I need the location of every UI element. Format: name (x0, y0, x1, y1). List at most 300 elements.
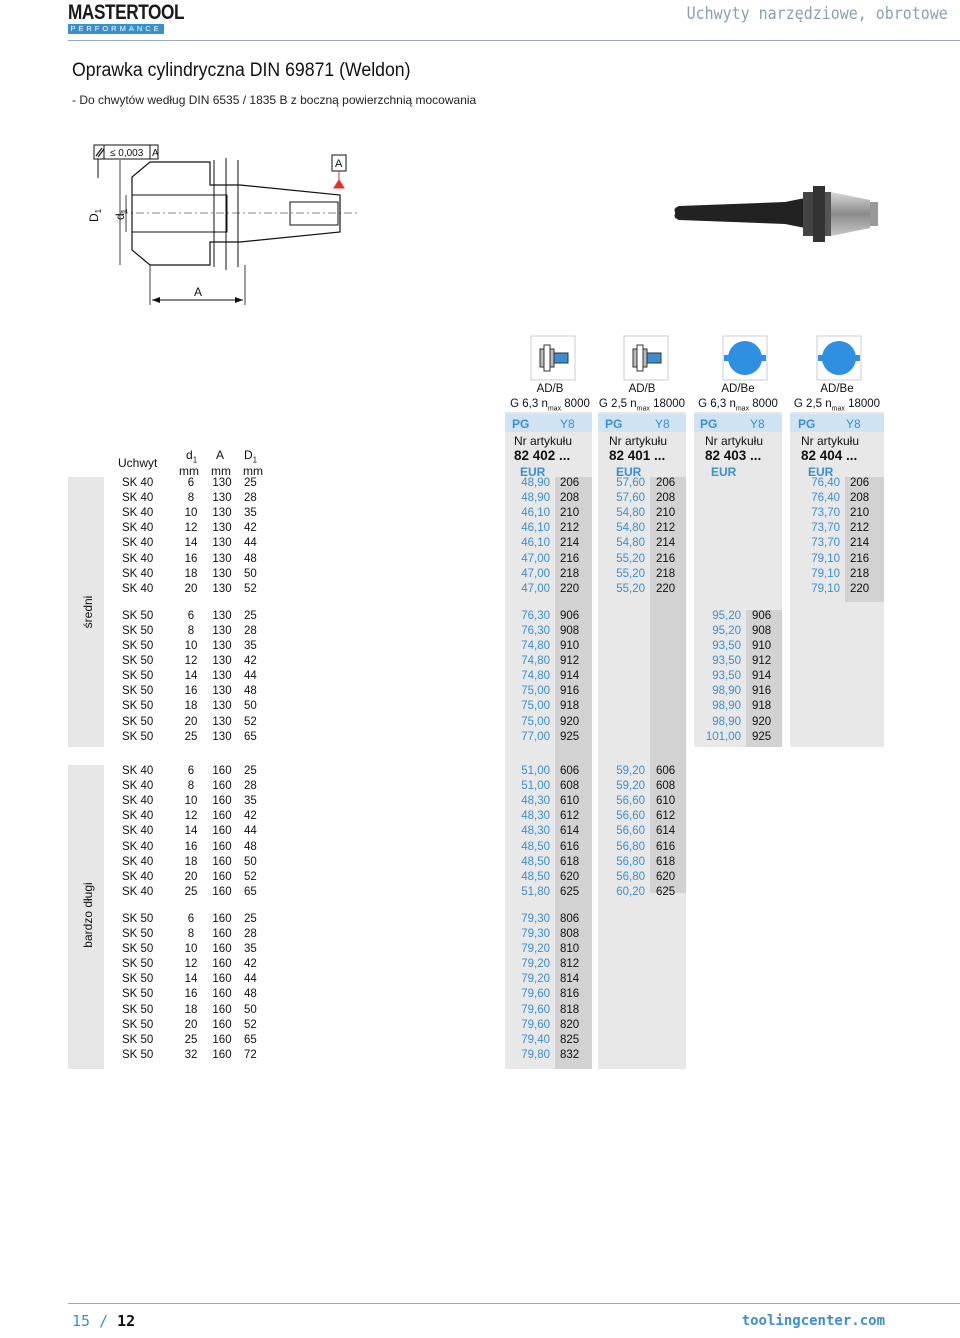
table-row (0, 958, 960, 973)
cell-uchwyt: SK 50 (122, 715, 154, 728)
cell-price: 54,80 (616, 507, 645, 520)
cell-d1: 14 (184, 825, 198, 838)
cell-code: 816 (560, 988, 580, 1001)
table-row (0, 913, 960, 928)
cell-uchwyt: SK 50 (122, 973, 154, 986)
cell-price: 47,00 (521, 552, 550, 565)
cell-a: 160 (212, 765, 232, 777)
cell-D1: 28 (244, 780, 257, 793)
cell-D1: 50 (244, 567, 257, 580)
cell-price: 76,30 (521, 624, 550, 637)
col-type-3: AD/Be (721, 383, 755, 395)
cell-D1: 50 (244, 700, 257, 713)
cell-D1: 52 (244, 715, 257, 728)
table-row (0, 522, 960, 537)
cell-D1: 48 (244, 552, 257, 565)
cell-price: 46,10 (521, 522, 550, 535)
cell-uchwyt: SK 40 (122, 780, 154, 793)
weldon-holder-icon (623, 335, 669, 381)
cell-price: 75,00 (521, 700, 550, 713)
table-row (0, 1049, 960, 1064)
cell-code: 214 (560, 537, 580, 550)
cell-code: 216 (560, 552, 580, 565)
cell-price: 79,60 (521, 1018, 550, 1031)
cell-code: 216 (656, 552, 676, 565)
cell-d1: 12 (184, 810, 198, 823)
table-row (0, 568, 960, 583)
cell-d1: 6 (187, 609, 195, 622)
cell-uchwyt: SK 50 (122, 609, 154, 622)
cell-d1: 8 (187, 928, 195, 940)
cell-price: 48,50 (521, 840, 550, 853)
cell-D1: 42 (244, 810, 257, 823)
cell-uchwyt: SK 40 (122, 870, 154, 883)
cell-uchwyt: SK 40 (122, 810, 154, 823)
cell-uchwyt: SK 40 (122, 492, 154, 505)
cell-price: 76,40 (811, 477, 840, 489)
cell-code: 206 (850, 477, 870, 489)
cell-uchwyt: SK 40 (122, 855, 154, 868)
cell-code: 620 (560, 870, 580, 883)
cell-price: 47,00 (521, 582, 550, 595)
cell-price: 74,80 (521, 670, 550, 683)
col-speed-2: G 2,5 $n_{max}$ 18000 (598, 398, 686, 413)
col-type-1: AD/B (536, 383, 564, 395)
cell-D1: 65 (244, 730, 257, 743)
cell-price: 79,60 (521, 1003, 550, 1016)
cell-code: 206 (560, 477, 580, 489)
cell-price: 79,20 (521, 943, 550, 956)
brand-name: MASTERTOOL (68, 1, 185, 24)
cell-uchwyt: SK 40 (122, 507, 154, 520)
cell-code: 612 (560, 810, 580, 823)
nr-artykulu-label: Nr artykułu (801, 434, 860, 448)
cell-price: 74,80 (521, 640, 550, 652)
cell-price: 79,10 (811, 582, 840, 595)
cell-d1: 16 (184, 840, 198, 853)
cell-code: 218 (560, 567, 580, 580)
y8-label: Y8 (655, 417, 670, 431)
cell-price: 93,50 (712, 640, 741, 652)
cell-price: 56,80 (616, 840, 645, 853)
cell-code: 214 (656, 537, 676, 550)
eur-label: EUR (808, 465, 834, 479)
cell-D1: 44 (244, 825, 257, 838)
cell-price: 47,00 (521, 567, 550, 580)
cell-price: 55,20 (616, 552, 645, 565)
table-row (0, 1019, 960, 1034)
cell-uchwyt: SK 50 (122, 655, 154, 668)
cell-a: 130 (212, 655, 232, 668)
cell-code: 810 (560, 943, 580, 956)
col-speed-4: G 2,5 $n_{max}$ 18000 (793, 398, 881, 413)
cell-price: 98,90 (712, 685, 741, 698)
cell-code: 925 (560, 730, 580, 743)
table-row (0, 731, 960, 746)
datum-label: A (335, 158, 343, 170)
table-row (0, 810, 960, 825)
cell-price: 98,90 (712, 715, 741, 728)
cell-price: 93,50 (712, 655, 741, 668)
cell-code: 910 (752, 640, 772, 652)
cell-code: 616 (560, 840, 580, 853)
cell-a: 130 (212, 537, 232, 550)
cell-D1: 25 (244, 765, 257, 777)
pg-label: PG (605, 417, 623, 431)
cell-a: 130 (212, 715, 232, 728)
cell-a: 160 (212, 912, 232, 925)
eur-label: EUR (711, 465, 737, 479)
cell-a: 160 (212, 958, 232, 971)
cell-uchwyt: SK 50 (122, 958, 154, 971)
cell-code: 908 (752, 624, 772, 637)
cell-code: 210 (560, 507, 580, 520)
cell-code: 814 (560, 973, 580, 986)
cell-code: 212 (656, 522, 676, 535)
cell-price: 60,20 (616, 885, 645, 898)
cell-price: 46,10 (521, 537, 550, 550)
cell-code: 920 (752, 715, 772, 728)
col-type-4: AD/Be (820, 383, 854, 395)
cell-a: 130 (212, 730, 232, 743)
cell-D1: 52 (244, 582, 257, 595)
cell-price: 55,20 (616, 567, 645, 580)
cell-uchwyt: SK 50 (122, 988, 154, 1001)
nr-artykulu-label: Nr artykułu (514, 434, 573, 448)
cell-code: 620 (656, 870, 676, 883)
footer-divider (68, 1303, 960, 1304)
unit-mm: mm (179, 464, 199, 478)
cell-a: 130 (212, 582, 232, 595)
cell-uchwyt: SK 50 (122, 685, 154, 698)
cell-a: 160 (212, 1033, 232, 1046)
cell-d1: 6 (187, 912, 195, 925)
cell-D1: 35 (244, 943, 257, 956)
label-d1: $d_1$ (113, 208, 129, 220)
cell-price: 48,90 (521, 492, 550, 505)
cell-code: 625 (656, 885, 676, 898)
cell-D1: 25 (244, 477, 257, 489)
cell-uchwyt: SK 50 (122, 640, 154, 652)
eur-label: EUR (520, 465, 546, 479)
table-row (0, 856, 960, 871)
cell-code: 608 (656, 780, 676, 793)
cell-d1: 25 (184, 1033, 198, 1046)
cell-a: 160 (212, 1018, 232, 1031)
cell-code: 916 (560, 685, 580, 698)
blue-disc-icon (722, 335, 768, 381)
cell-d1: 14 (184, 670, 198, 683)
table-row (0, 670, 960, 685)
cell-uchwyt: SK 40 (122, 765, 154, 777)
section-title: Uchwyty narzędziowe, obrotowe (686, 4, 948, 24)
header-d1: $d_1$ (186, 448, 198, 465)
tolerance-datum: A (152, 148, 159, 159)
col-speed-1: G 6,3 $n_{max}$ 8000 (510, 398, 590, 413)
table-row (0, 1004, 960, 1019)
site-url[interactable]: toolingcenter.com (741, 1313, 885, 1329)
cell-d1: 18 (184, 700, 198, 713)
cell-a: 160 (212, 825, 232, 838)
cell-a: 160 (212, 928, 232, 940)
cell-uchwyt: SK 40 (122, 567, 154, 580)
cell-code: 908 (560, 624, 580, 637)
cell-a: 160 (212, 1048, 232, 1061)
cell-D1: 44 (244, 537, 257, 550)
cell-code: 220 (560, 582, 580, 595)
cell-price: 79,80 (521, 1048, 550, 1061)
cell-price: 79,40 (521, 1033, 550, 1046)
cell-D1: 35 (244, 795, 257, 808)
table-row (0, 655, 960, 670)
cell-uchwyt: SK 50 (122, 1048, 154, 1061)
cell-price: 54,80 (616, 537, 645, 550)
table-row (0, 780, 960, 795)
cell-D1: 35 (244, 640, 257, 652)
cell-D1: 42 (244, 522, 257, 535)
cell-code: 906 (752, 609, 772, 622)
cell-a: 130 (212, 522, 232, 535)
cell-code: 210 (656, 507, 676, 520)
cell-a: 160 (212, 973, 232, 986)
cell-uchwyt: SK 40 (122, 840, 154, 853)
cell-a: 160 (212, 810, 232, 823)
cell-uchwyt: SK 40 (122, 552, 154, 565)
cell-price: 59,20 (616, 765, 645, 777)
pg-label: PG (700, 417, 718, 431)
table-row (0, 492, 960, 507)
cell-price: 51,00 (521, 765, 550, 777)
cell-price: 93,50 (712, 670, 741, 683)
cell-a: 130 (212, 685, 232, 698)
table-row (0, 825, 960, 840)
table-row (0, 685, 960, 700)
cell-price: 56,60 (616, 795, 645, 808)
brand-tagline: PERFORMANCE (68, 24, 164, 34)
cell-price: 73,70 (811, 522, 840, 535)
cell-code: 914 (752, 670, 772, 683)
table-row (0, 610, 960, 625)
cell-price: 73,70 (811, 507, 840, 520)
table-row (0, 583, 960, 598)
cell-uchwyt: SK 50 (122, 1003, 154, 1016)
cell-d1: 20 (184, 582, 198, 595)
cell-price: 51,80 (521, 885, 550, 898)
cell-d1: 8 (187, 780, 195, 793)
cell-D1: 72 (244, 1048, 257, 1061)
table-row (0, 1034, 960, 1049)
cell-a: 130 (212, 670, 232, 683)
cell-d1: 12 (184, 958, 198, 971)
cell-d1: 14 (184, 973, 198, 986)
cell-code: 618 (656, 855, 676, 868)
cell-price: 54,80 (616, 522, 645, 535)
cell-code: 914 (560, 670, 580, 683)
cell-price: 55,20 (616, 582, 645, 595)
cell-code: 906 (560, 609, 580, 622)
cell-code: 212 (850, 522, 870, 535)
cell-a: 130 (212, 477, 232, 489)
cell-price: 57,60 (616, 492, 645, 505)
cell-code: 920 (560, 715, 580, 728)
cell-d1: 8 (187, 492, 195, 505)
table-row (0, 477, 960, 492)
table-row (0, 841, 960, 856)
unit-mm: mm (211, 464, 231, 478)
cell-price: 48,30 (521, 795, 550, 808)
cell-d1: 10 (184, 640, 198, 652)
cell-a: 160 (212, 780, 232, 793)
cell-price: 95,20 (712, 624, 741, 637)
cell-price: 75,00 (521, 685, 550, 698)
cell-price: 79,60 (521, 988, 550, 1001)
pg-labels (0, 416, 960, 431)
cell-code: 220 (850, 582, 870, 595)
cell-code: 616 (656, 840, 676, 853)
cell-d1: 10 (184, 943, 198, 956)
cell-price: 79,10 (811, 552, 840, 565)
table-row (0, 507, 960, 522)
header-D1: $D_1$ (244, 448, 258, 465)
cell-uchwyt: SK 40 (122, 537, 154, 550)
cell-price: 48,50 (521, 855, 550, 868)
cell-d1: 14 (184, 537, 198, 550)
cell-uchwyt: SK 40 (122, 582, 154, 595)
cell-D1: 50 (244, 1003, 257, 1016)
nr-artykulu-label: Nr artykułu (705, 434, 764, 448)
cell-code: 216 (850, 552, 870, 565)
cell-D1: 44 (244, 670, 257, 683)
cell-code: 610 (560, 795, 580, 808)
cell-price: 98,90 (712, 700, 741, 713)
cell-d1: 20 (184, 870, 198, 883)
cell-code: 818 (560, 1003, 580, 1016)
cell-a: 160 (212, 885, 232, 898)
cell-uchwyt: SK 40 (122, 477, 154, 489)
cell-a: 160 (212, 840, 232, 853)
table-row (0, 700, 960, 715)
cell-price: 101,00 (705, 730, 741, 743)
cell-D1: 25 (244, 912, 257, 925)
cell-d1: 25 (184, 730, 198, 743)
cell-a: 130 (212, 700, 232, 713)
cell-d1: 18 (184, 1003, 198, 1016)
cell-price: 57,60 (616, 477, 645, 489)
cell-D1: 35 (244, 507, 257, 520)
cell-code: 608 (560, 780, 580, 793)
cell-code: 912 (752, 655, 772, 668)
cell-d1: 8 (187, 624, 195, 637)
label-D1: $D_1$ (87, 208, 103, 222)
cell-a: 130 (212, 609, 232, 622)
cell-uchwyt: SK 40 (122, 522, 154, 535)
table-row (0, 973, 960, 988)
header-divider (68, 40, 960, 41)
article-number-2: 82 401 ... (609, 448, 666, 463)
cell-code: 812 (560, 958, 580, 971)
cell-price: 79,30 (521, 928, 550, 940)
cell-price: 76,30 (521, 609, 550, 622)
cell-code: 208 (656, 492, 676, 505)
cell-code: 820 (560, 1018, 580, 1031)
pg-label: PG (798, 417, 816, 431)
eur-label: EUR (616, 465, 642, 479)
cell-D1: 48 (244, 840, 257, 853)
y8-label: Y8 (560, 417, 575, 431)
cell-d1: 20 (184, 1018, 198, 1031)
cell-price: 59,20 (616, 780, 645, 793)
product-photo (665, 170, 885, 260)
cell-code: 218 (850, 567, 870, 580)
cell-D1: 52 (244, 1018, 257, 1031)
cell-price: 56,60 (616, 825, 645, 838)
cell-D1: 28 (244, 928, 257, 940)
blue-disc-icon (816, 335, 862, 381)
cell-d1: 16 (184, 685, 198, 698)
cell-code: 606 (560, 765, 580, 777)
brand-logo (68, 1, 185, 34)
cell-price: 76,40 (811, 492, 840, 505)
cell-code: 912 (560, 655, 580, 668)
cell-D1: 44 (244, 973, 257, 986)
table-row (0, 765, 960, 780)
cell-uchwyt: SK 50 (122, 943, 154, 956)
cell-a: 130 (212, 624, 232, 637)
cell-price: 48,90 (521, 477, 550, 489)
cell-a: 160 (212, 943, 232, 956)
cell-price: 48,50 (521, 870, 550, 883)
col-type-2: AD/B (628, 383, 656, 395)
cell-code: 606 (656, 765, 676, 777)
cell-a: 160 (212, 855, 232, 868)
cell-price: 56,80 (616, 870, 645, 883)
cell-a: 130 (212, 567, 232, 580)
y8-label: Y8 (750, 417, 765, 431)
cell-d1: 25 (184, 885, 198, 898)
header-uchwyt: Uchwyt (118, 456, 158, 470)
cell-uchwyt: SK 40 (122, 795, 154, 808)
cell-D1: 42 (244, 958, 257, 971)
cell-code: 618 (560, 855, 580, 868)
cell-code: 220 (656, 582, 676, 595)
cell-a: 160 (212, 795, 232, 808)
technical-drawing (87, 140, 390, 315)
cell-code: 208 (850, 492, 870, 505)
tolerance-value: ≤ 0,003 (110, 148, 144, 159)
group-label-bardzo-dlugi: bardzo długi (81, 882, 95, 948)
cell-code: 206 (656, 477, 676, 489)
table-row (0, 886, 960, 901)
cell-a: 160 (212, 870, 232, 883)
table-row (0, 943, 960, 958)
cell-price: 56,60 (616, 810, 645, 823)
cell-code: 614 (560, 825, 580, 838)
cell-code: 218 (656, 567, 676, 580)
cell-code: 612 (656, 810, 676, 823)
pg-label: PG (512, 417, 530, 431)
cell-price: 79,20 (521, 958, 550, 971)
cell-price: 51,00 (521, 780, 550, 793)
cell-code: 825 (560, 1033, 580, 1046)
unit-mm: mm (243, 464, 263, 478)
cell-code: 918 (560, 700, 580, 713)
cell-price: 95,20 (712, 609, 741, 622)
label-A: A (194, 285, 203, 299)
cell-D1: 50 (244, 855, 257, 868)
cell-a: 160 (212, 1003, 232, 1016)
cell-d1: 6 (187, 477, 195, 489)
cell-price: 79,30 (521, 912, 550, 925)
